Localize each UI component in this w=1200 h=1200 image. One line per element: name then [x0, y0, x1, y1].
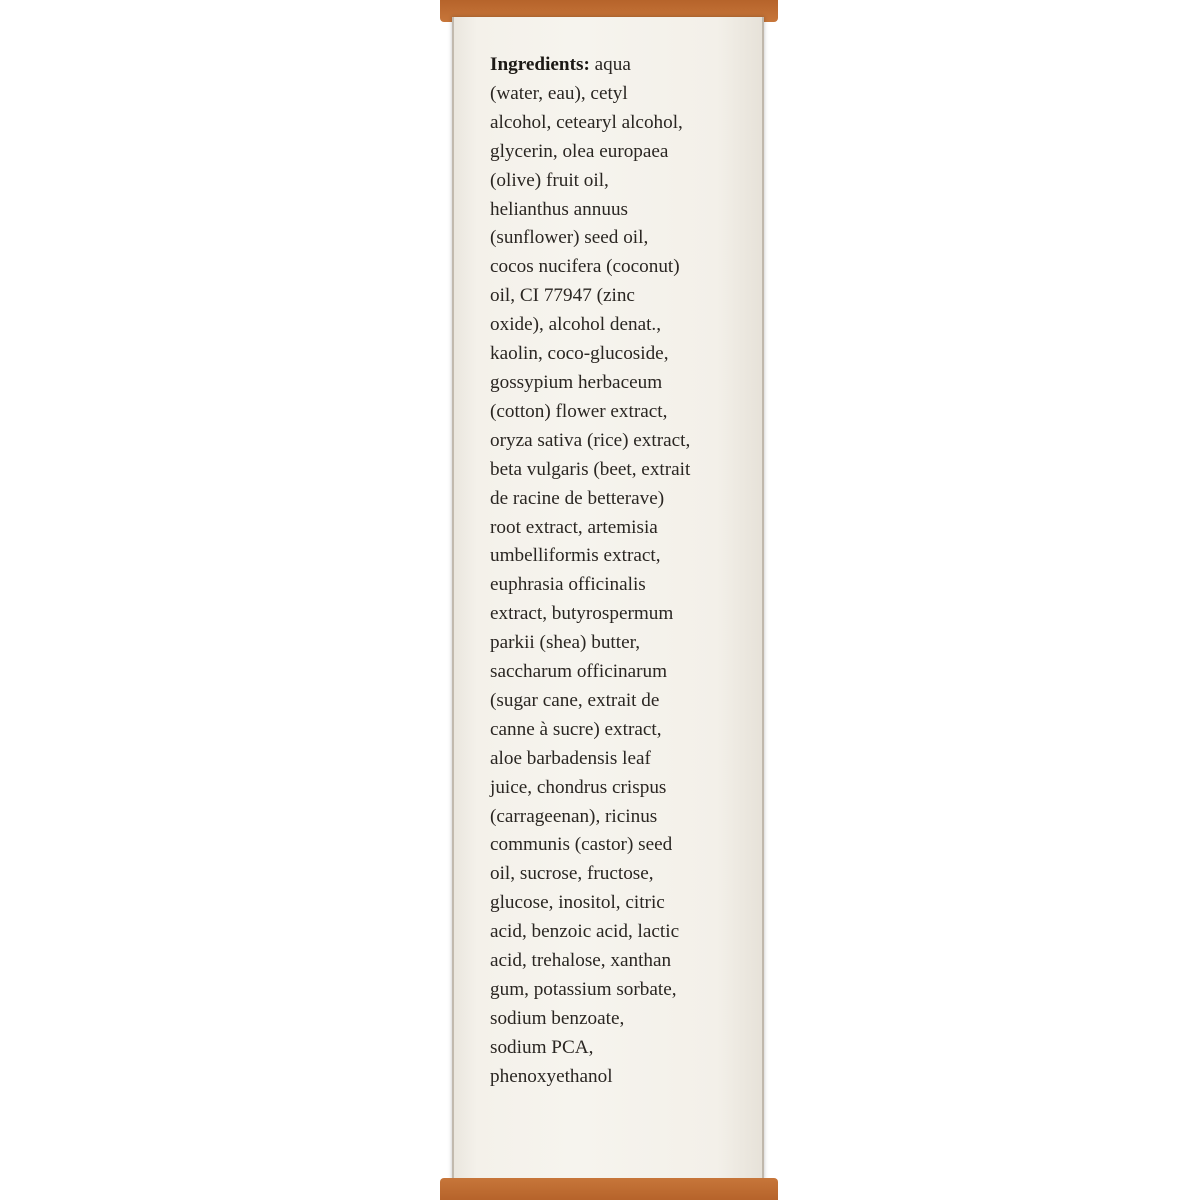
- ingredients-line: root extract, artemisia: [490, 516, 658, 538]
- ingredients-line: sodium benzoate,: [490, 1007, 625, 1029]
- ingredients-line: juice, chondrus crispus: [490, 776, 667, 798]
- ingredients-line-1: [490, 51, 730, 80]
- ingredients-line: canne à sucre) extract,: [490, 718, 662, 740]
- ingredients-line: acid, benzoic acid, lactic: [490, 921, 680, 943]
- ingredients-line: acid, trehalose, xanthan: [490, 950, 672, 972]
- ingredients-line: cocos nucifera (coconut): [490, 256, 680, 278]
- ingredients-line: kaolin, coco-glucoside,: [490, 343, 669, 365]
- ingredients-line: de racine de betterave): [490, 487, 665, 509]
- ingredients-line: oryza sativa (rice) extract,: [490, 429, 691, 451]
- ingredients-line: communis (castor) seed: [490, 834, 673, 856]
- ingredients-line: extract, butyrospermum: [490, 603, 674, 625]
- ingredients-line: (cotton) flower extract,: [490, 400, 668, 422]
- ingredients-line: glycerin, olea europaea: [490, 140, 669, 162]
- ingredients-line: parkii (shea) butter,: [490, 632, 641, 654]
- ingredients-line: oxide), alcohol denat.,: [490, 314, 662, 336]
- ingredients-list: [490, 51, 730, 1092]
- box-side-panel: [452, 17, 764, 1180]
- ingredients-line: sodium PCA,: [490, 1036, 594, 1058]
- ingredients-line: oil, CI 77947 (zinc: [490, 285, 635, 307]
- ingredients-line: (sugar cane, extrait de: [490, 689, 660, 711]
- ingredients-line: beta vulgaris (beet, extrait: [490, 458, 691, 480]
- ingredients-line: alcohol, cetearyl alcohol,: [490, 111, 683, 133]
- ingredients-line: gossypium herbaceum: [490, 371, 663, 393]
- ingredients-line: saccharum officinarum: [490, 661, 668, 683]
- ingredients-line: umbelliformis extract,: [490, 545, 661, 567]
- box-bottom-edge: [440, 1178, 778, 1200]
- ingredients-line: gum, potassium sorbate,: [490, 979, 677, 1000]
- ingredients-line: euphrasia officinalis: [490, 574, 646, 596]
- ingredients-line: (olive) fruit oil,: [490, 169, 609, 191]
- ingredients-line: (water, eau), cetyl: [490, 82, 628, 104]
- ingredients-line: helianthus annuus: [490, 198, 629, 220]
- ingredients-label: Ingredients:: [490, 54, 590, 75]
- ingredients-line: glucose, inositol, citric: [490, 892, 665, 914]
- ingredients-line: oil, sucrose, fructose,: [490, 863, 654, 885]
- ingredients-text: aqua: [589, 54, 631, 75]
- ingredients-line: phenoxyethanol: [490, 1065, 613, 1087]
- ingredients-line: (sunflower) seed oil,: [490, 227, 649, 249]
- ingredients-line: aloe barbadensis leaf: [490, 747, 651, 769]
- ingredients-line: (carrageenan), ricinus: [490, 805, 658, 827]
